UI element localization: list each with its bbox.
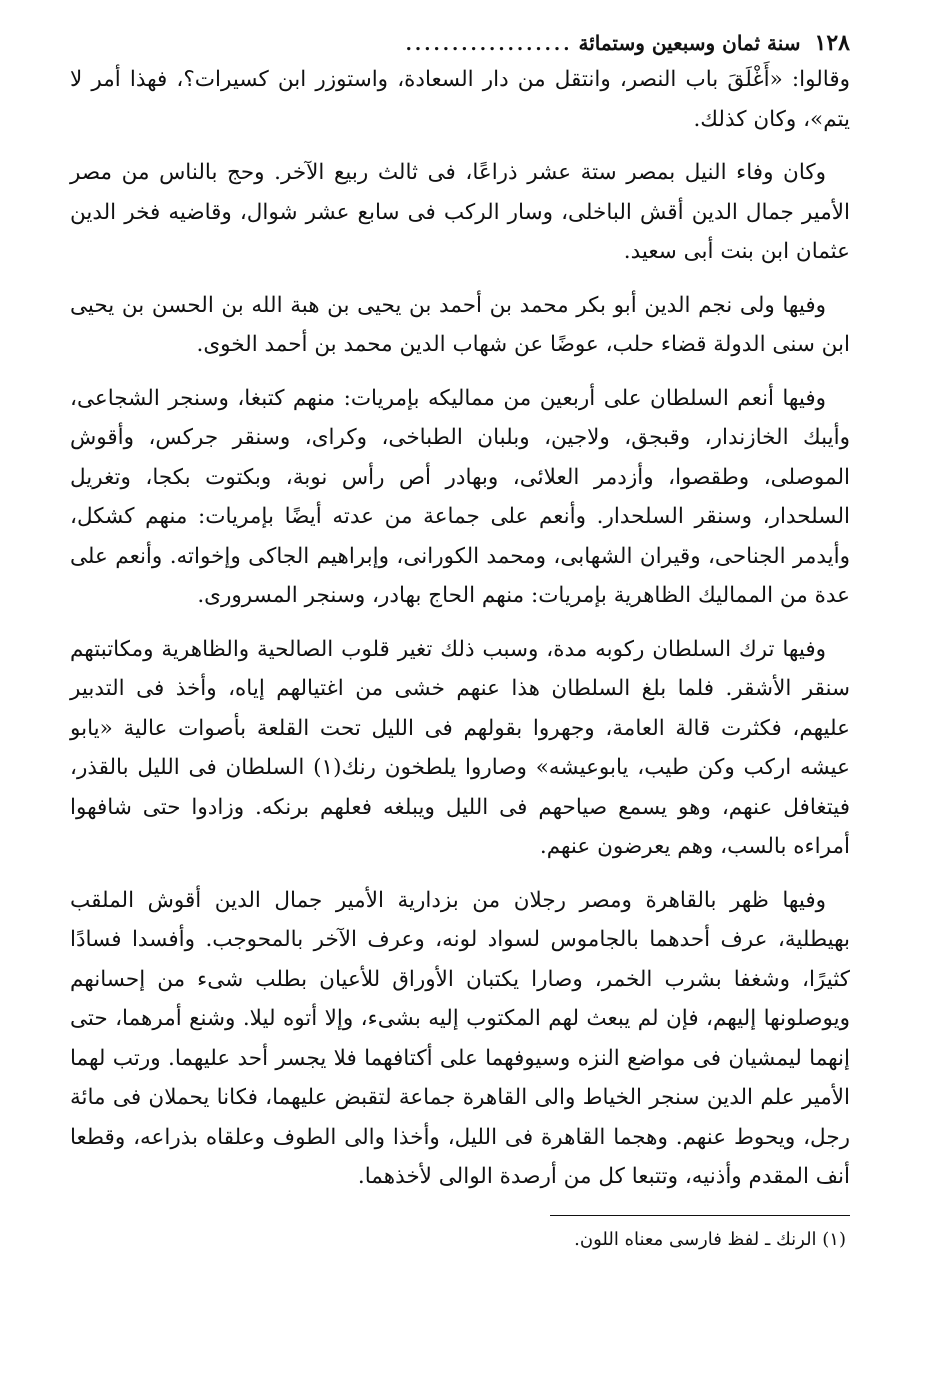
book-page	[70, 28, 850, 1254]
footnote-divider	[550, 1215, 850, 1216]
page-header	[70, 28, 850, 60]
body-text	[70, 60, 850, 1197]
paragraph-two-men-cairo: وفيها ظهر بالقاهرة ومصر رجلان من بزدارية الأمير جمال الدين أقوش الملقب بهيطلية، عرف أحدهما بالجاموس لسواد لونه، وعرف الآخر بالمحوجب. وأفسدا فسادًا كثيرًا، وشغفا بشرب الخمر، وصارا يكتبان الأوراق للأعيان بطلب شىء من إحسانهم ويوصلونها إليهم، فإن لم يبعث لهم المكتوب إليه بشىء، وإلا أتوه ليلا. وشنع أمرهما، حتى إنهما ليمشيان فى مواضع النزه وسيوفهما على أكتافهما فلا يجسر أحد عليهما. ورتب لهما الأمير علم الدين سنجر الخياط والى القاهرة جماعة لتقبض عليهما، فكانا يحملان فى مائة رجل، ويحوط عنهم. وهجما القاهرة فى الليل، وأخذا والى الطوف وعلقاه بذراعه، وقطعا أنف المقدم وأذنيه، وتتبعا كل من أرصدة الوالى لأخذهما.	[70, 887, 850, 1189]
footnote: (١) الرنك ـ لفظ فارسى معناه اللون.	[574, 1228, 846, 1250]
paragraph-nile-flood: وكان وفاء النيل بمصر ستة عشر ذراعًا، فى ثالث ربيع الآخر. وحج بالناس من مصر الأمير جمال الدين أقش الباخلى، وسار الركب فى سابع عشر شوال، وقاضيه فخر الدين عثمان ابن بنت أبى سعيد.	[70, 160, 850, 264]
page-number: ١٢٨	[814, 30, 850, 56]
paragraph-closing-quote: وقالوا: «أَغْلَقَ باب النصر، وانتقل من دار السعادة، واستوزر ابن كسيرات؟، فهذا أمر لا يتم»، وكان كذلك.	[70, 67, 850, 132]
paragraph-sultan-riding: وفيها ترك السلطان ركوبه مدة، وسبب ذلك تغير قلوب الصالحية والظاهرية ومكاتبتهم سنقر الأشقر. فلما بلغ السلطان هذا عنهم خشى من اغتيالهم إياه، وأخذ فى التدبير عليهم، فكثرت قالة العامة، وجهروا بقولهم فى الليل تحت القلعة بأصوات عالية «يابو عيشه اركب وكن طيب، يابوعيشه» وصاروا يلطخون رنك(١) السلطان فى الليل بالقذر، فيتغافل عنهم، وهو يسمع صياحهم فى الليل ويبلغه فعلهم برنكه. وزادوا حتى شافهوا أمراءه بالسب، وهم يعرضون عنهم.	[70, 636, 851, 859]
header-leader-dots: ..................	[405, 34, 573, 55]
paragraph-aleppo-judge: وفيها ولى نجم الدين أبو بكر محمد بن أحمد بن يحيى بن هبة الله بن الحسن بن يحيى ابن سنى الدولة قضاء حلب، عوضًا عن شهاب الدين محمد بن أحمد الخوى.	[70, 292, 850, 357]
paragraph-emirates-grant: وفيها أنعم السلطان على أربعين من مماليكه بإمريات: منهم كتبغا، وسنجر الشجاعى، وأيبك الخازندار، وقبجق، ولاجين، وبلبان الطباخى، وكراى، وسنقر جركس، وأقوش الموصلى، وطقصوا، وأزدمر العلائى، وبهادر أص رأس نوبة، وبكتوت بكجا، وتغريل السلحدار، وسنقر السلحدار. وأنعم على جماعة من عدته أيضًا بإمريات: منهم كشكل، وأيدمر الجناحى، وقيران الشهابى، ومحمد الكورانى، وإبراهيم الجاكى وإخواته. وأنعم على عدة من المماليك الظاهرية بإمريات: منهم الحاج بهادر، وسنجر المسرورى.	[70, 385, 850, 608]
running-title: سنة ثمان وسبعين وستمائة	[578, 31, 801, 55]
